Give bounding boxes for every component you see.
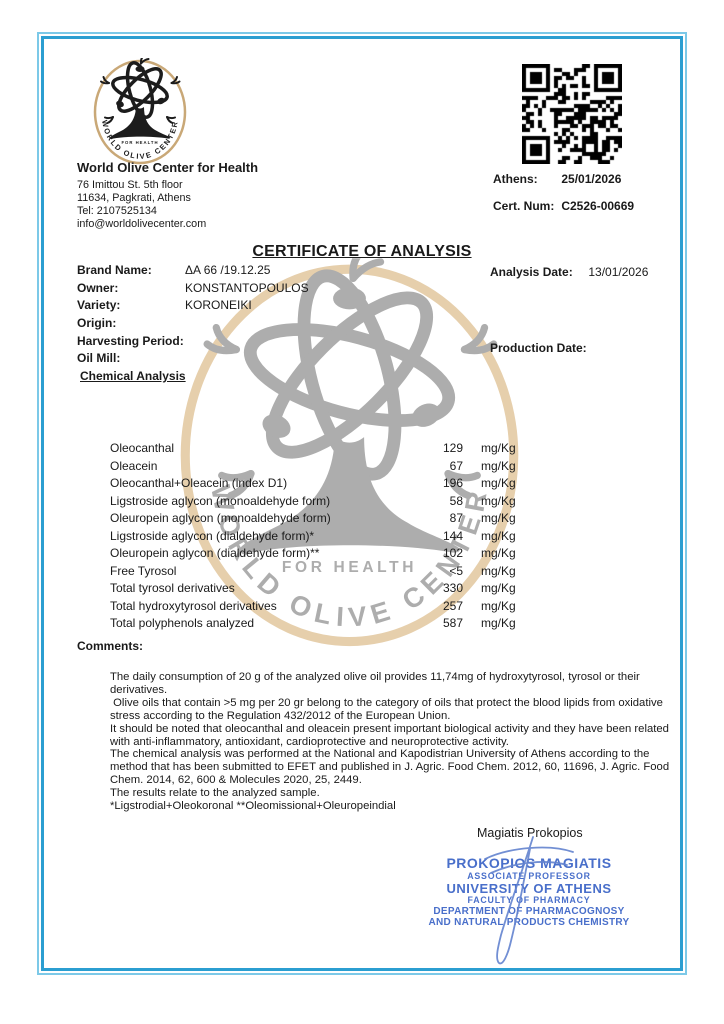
chem-value: 196 bbox=[442, 476, 463, 490]
chem-unit: mg/Kg bbox=[481, 458, 516, 473]
field-label: Owner: bbox=[77, 280, 119, 295]
comment-paragraph: The results relate to the analyzed sample. bbox=[110, 787, 320, 800]
comments-heading: Comments: bbox=[77, 639, 144, 653]
chem-value: 58 bbox=[449, 493, 463, 508]
chem-name: Oleocanthal bbox=[110, 441, 175, 455]
org-address-line1: 76 Imittou St. 5th floor bbox=[77, 179, 183, 191]
issue-cert-label: Cert. Num: bbox=[493, 199, 555, 213]
field-label: Oil Mill: bbox=[77, 351, 121, 366]
field-label: Variety: bbox=[77, 298, 121, 313]
signatory-name: Magiatis Prokopios bbox=[477, 826, 583, 840]
chem-name: Total polyphenols analyzed bbox=[110, 616, 255, 630]
stamp-line-2: ASSOCIATE PROFESSOR bbox=[467, 871, 591, 881]
comments-body bbox=[110, 671, 682, 813]
chem-unit: mg/Kg bbox=[481, 546, 516, 560]
stamp-line-1: PROKOPIOS MAGIATIS bbox=[446, 855, 612, 871]
chem-row bbox=[110, 475, 530, 493]
stamp-line-5: DEPARTMENT OF PHARMACOGNOSY bbox=[433, 905, 625, 917]
sample-field-row bbox=[77, 333, 457, 351]
chem-unit: mg/Kg bbox=[481, 616, 516, 630]
chem-name: Oleuropein aglycon (monoaldehyde form) bbox=[110, 511, 331, 525]
field-label: Origin: bbox=[77, 316, 117, 331]
issue-city-date: 25/01/2026 bbox=[561, 172, 622, 186]
chem-unit: mg/Kg bbox=[481, 476, 516, 490]
chem-row bbox=[110, 440, 530, 458]
field-value: KORONEIKI bbox=[185, 298, 252, 313]
sample-fields bbox=[77, 262, 457, 368]
field-value: ΔΑ 66 /19.12.25 bbox=[185, 263, 271, 277]
production-date-label: Production Date: bbox=[490, 341, 587, 355]
chem-unit: mg/Kg bbox=[481, 528, 516, 543]
chem-name: Oleocanthal+Oleacein (index D1) bbox=[110, 476, 288, 490]
sample-field-row bbox=[77, 262, 457, 280]
comment-paragraph: *Ligstrodial+Oleokoronal **Oleomissional+Oleuropeindial bbox=[110, 800, 396, 813]
qr-code bbox=[522, 64, 622, 164]
issue-city-label: Athens: bbox=[493, 172, 538, 186]
stamp-line-6: AND NATURAL PRODUCTS CHEMISTRY bbox=[428, 916, 630, 928]
handwritten-signature bbox=[455, 835, 605, 970]
chem-value: 144 bbox=[442, 528, 463, 543]
comment-paragraph: It should be noted that oleocanthal and oleacein present important biological activity and they have been related with anti-inflammatory, antioxidant, cardioprotective and neuroprotective activity. bbox=[110, 722, 673, 748]
field-value: KONSTANTOPOULOS bbox=[185, 280, 309, 295]
chem-row bbox=[110, 458, 530, 476]
org-address-line2: 11634, Pagkrati, Athens bbox=[77, 192, 191, 204]
stamp-line-3: UNIVERSITY OF ATHENS bbox=[446, 880, 612, 896]
issue-cert-value: C2526-00669 bbox=[561, 199, 635, 213]
sample-field-row bbox=[77, 350, 457, 368]
chem-value: 67 bbox=[449, 458, 463, 473]
chem-unit: mg/Kg bbox=[481, 493, 516, 508]
field-label: Brand Name: bbox=[77, 263, 152, 277]
comment-paragraph: Olive oils that contain >5 mg per 20 gr belong to the category of oils that protect the blood lipids from oxidative stress according to the Regulation 432/2012 of the European Union. bbox=[110, 696, 667, 722]
chem-row bbox=[110, 493, 530, 511]
chem-unit: mg/Kg bbox=[481, 511, 516, 525]
chem-row bbox=[110, 510, 530, 528]
issue-cert-row bbox=[493, 199, 634, 213]
chem-value: 330 bbox=[442, 581, 463, 595]
comment-paragraph: The chemical analysis was performed at the National and Kapodistrian University of Athens according to the method that has been submitted to EFET and published in J. Agric. Food Chem. 2012, 60, 11696, J. Agric. Food Chem. 2014, 62, 600 & Molecules 2020, 25, 2449. bbox=[110, 748, 673, 787]
chem-value: 129 bbox=[442, 441, 463, 455]
production-date-row bbox=[490, 341, 587, 355]
org-name: World Olive Center for Health bbox=[77, 160, 259, 175]
chem-row bbox=[110, 528, 530, 546]
chem-name: Oleacein bbox=[110, 458, 158, 473]
chem-value: 102 bbox=[442, 546, 463, 560]
chem-row bbox=[110, 580, 530, 598]
analysis-date-label: Analysis Date: bbox=[490, 265, 573, 279]
chemical-analysis-table bbox=[110, 440, 530, 633]
comment-paragraph: The daily consumption of 20 g of the analyzed olive oil provides 11,74mg of hydroxytyrosol, tyrosol or their derivatives. bbox=[110, 671, 643, 696]
chem-name: Ligstroside aglycon (monoaldehyde form) bbox=[110, 493, 331, 508]
chem-unit: mg/Kg bbox=[481, 598, 516, 613]
sample-field-row bbox=[77, 297, 457, 315]
org-address-block bbox=[77, 160, 337, 231]
stamp-line-4: FACULTY OF PHARMACY bbox=[467, 895, 591, 905]
analysis-date-value: 13/01/2026 bbox=[588, 265, 649, 279]
analysis-date-row bbox=[490, 265, 648, 279]
document-title: CERTIFICATE OF ANALYSIS bbox=[252, 243, 472, 260]
chem-name: Ligstroside aglycon (dialdehyde form)* bbox=[110, 528, 315, 543]
chem-row bbox=[110, 545, 530, 563]
chem-name: Total tyrosol derivatives bbox=[110, 581, 235, 595]
org-email: info@worldolivecenter.com bbox=[77, 218, 207, 230]
org-logo bbox=[90, 57, 190, 169]
chem-row bbox=[110, 615, 530, 633]
chem-unit: mg/Kg bbox=[481, 441, 516, 455]
chem-row bbox=[110, 563, 530, 581]
chemical-analysis-heading: Chemical Analysis bbox=[80, 369, 186, 383]
sample-field-row bbox=[77, 315, 457, 333]
chem-value: <5 bbox=[449, 563, 463, 578]
chem-unit: mg/Kg bbox=[481, 563, 516, 578]
field-label: Harvesting Period: bbox=[77, 333, 184, 348]
chem-name: Free Tyrosol bbox=[110, 563, 177, 578]
chem-unit: mg/Kg bbox=[481, 581, 516, 595]
chem-value: 587 bbox=[442, 616, 463, 630]
chem-name: Oleuropein aglycon (dialdehyde form)** bbox=[110, 546, 320, 560]
chem-row bbox=[110, 598, 530, 616]
org-phone: Tel: 2107525134 bbox=[77, 205, 157, 217]
chem-value: 257 bbox=[442, 598, 463, 613]
sample-field-row bbox=[77, 280, 457, 298]
chem-value: 87 bbox=[449, 511, 463, 525]
issue-city-row bbox=[493, 172, 621, 186]
chem-name: Total hydroxytyrosol derivatives bbox=[110, 598, 277, 613]
